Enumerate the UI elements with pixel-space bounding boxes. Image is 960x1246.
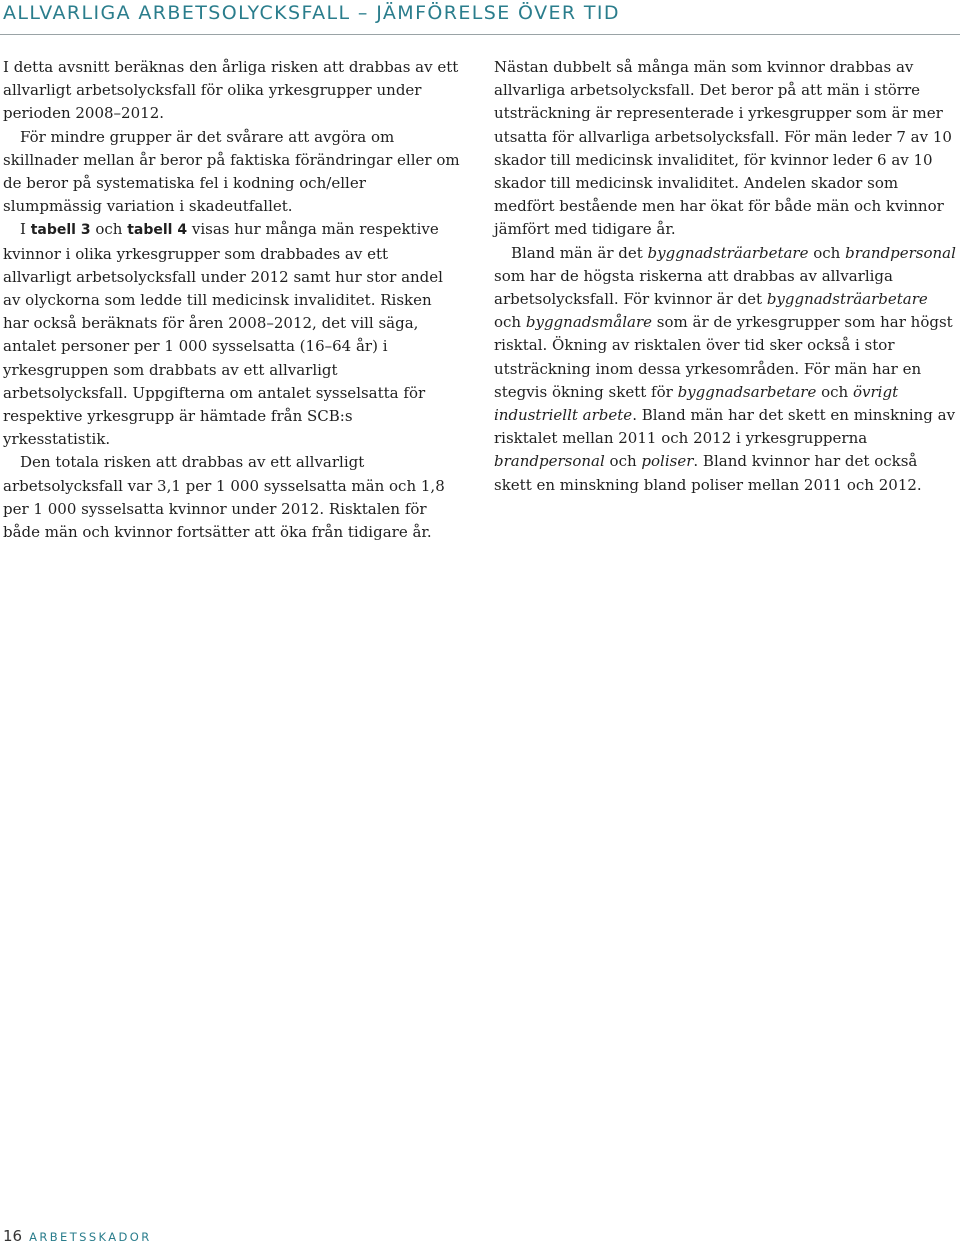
table-3-reference: tabell 3 [30, 222, 91, 239]
text-run: visas hur många män respektive kvinnor i olika yrkesgrupper som drabbades av ett allvarligt arbetsolycksfall under 2012 samt hur stor andel av olyckorna som ledde till medicinsk invaliditet. Risken har också beräknats för åren 2008–2012, det vill säga, antalet personer per 1 000 sysselsatta (16–64 år) i yrkesgruppen som drabbats av ett allvarligt arbetsolycksfall. Uppgifterna om antalet sysselsatta för respektive yrkesgrupp är hämtade från SCB:s yrkesstatistik. [3, 220, 443, 449]
text-run: Bland män är det [511, 243, 648, 262]
occupation-term: övrigt industriellt arbete [494, 382, 899, 425]
occupation-term: poliser [641, 452, 694, 471]
left-paragraph-intro: I detta avsnitt beräknas den årliga risken att drabbas av ett allvarligt arbetsolycksfall för olika yrkesgrupper under perioden 2008–2012. [3, 58, 459, 123]
text-run: och [494, 313, 526, 332]
occupation-term: brandpersonal [494, 452, 605, 471]
occupation-term: byggnadsmålare [525, 313, 653, 332]
text-run: som har de högsta riskerna att drabbas av allvarliga arbetsolycksfall. För kvinnor är det [494, 266, 893, 309]
left-paragraph-tables [3, 218, 461, 451]
right-column [494, 56, 956, 497]
text-run: och [90, 220, 128, 239]
left-paragraph-total-risk: Den totala risken att drabbas av ett allvarligt arbetsolycksfall var 3,1 per 1 000 sysselsatta män och 1,8 per 1 000 sysselsatta kvinnor under 2012. Risktalen för både män och kvinnor fortsätter att öka från tidigare år. [3, 453, 445, 542]
text-run: och [604, 452, 642, 471]
page-title: ALLVARLIGA ARBETSOLYCKSFALL – JÄMFÖRELSE ÖVER TID [3, 2, 620, 24]
page-number: 16 [3, 1227, 23, 1245]
section-name: ARBETSSKADOR [29, 1230, 152, 1244]
occupation-term: brandpersonal [845, 243, 956, 262]
text-run: I [20, 220, 31, 239]
right-paragraph-occupations [494, 242, 956, 497]
right-paragraph-gender: Nästan dubbelt så många män som kvinnor drabbas av allvarliga arbetsolycksfall. Det beror på att män i större utsträckning är representerade i yrkesgrupper som är mer utsatta för allvarliga arbetsolycksfall. För män leder 7 av 10 skador till medicinsk invaliditet, för kvinnor leder 6 av 10 skador till medicinsk invaliditet. Andelen skador som medfört bestående men har ökat för både män och kvinnor jämfört med tidigare år. [494, 58, 952, 239]
occupation-term: byggnadsträarbetare [766, 290, 928, 309]
header-divider [0, 34, 960, 35]
text-run: och [816, 382, 853, 401]
text-run: . Bland män har det skett en minskning av risktalet mellan 2011 och 2012 i yrkesgrupperna [494, 406, 956, 448]
page-footer [3, 1226, 152, 1245]
text-run: och [808, 243, 846, 262]
left-paragraph-uncertainty: För mindre grupper är det svårare att avgöra om skillnader mellan år beror på faktiska förändringar eller om de beror på systematiska fel i kodning och/eller slumpmässig variation i skadeutfallet. [3, 127, 460, 216]
occupation-term: byggnadsarbetare [677, 382, 817, 401]
left-column [3, 56, 461, 544]
text-run: . Bland kvinnor har det också skett en minskning bland poliser mellan 2011 och 2012. [494, 452, 922, 494]
table-4-reference: tabell 4 [127, 222, 188, 239]
occupation-term: byggnadsträarbetare [647, 243, 809, 262]
text-run: som är de yrkesgrupper som har högst risktal. Ökning av risktalen över tid sker också i stor utsträckning inom dessa yrkesområden. För män har en stegvis ökning skett för [494, 313, 953, 401]
